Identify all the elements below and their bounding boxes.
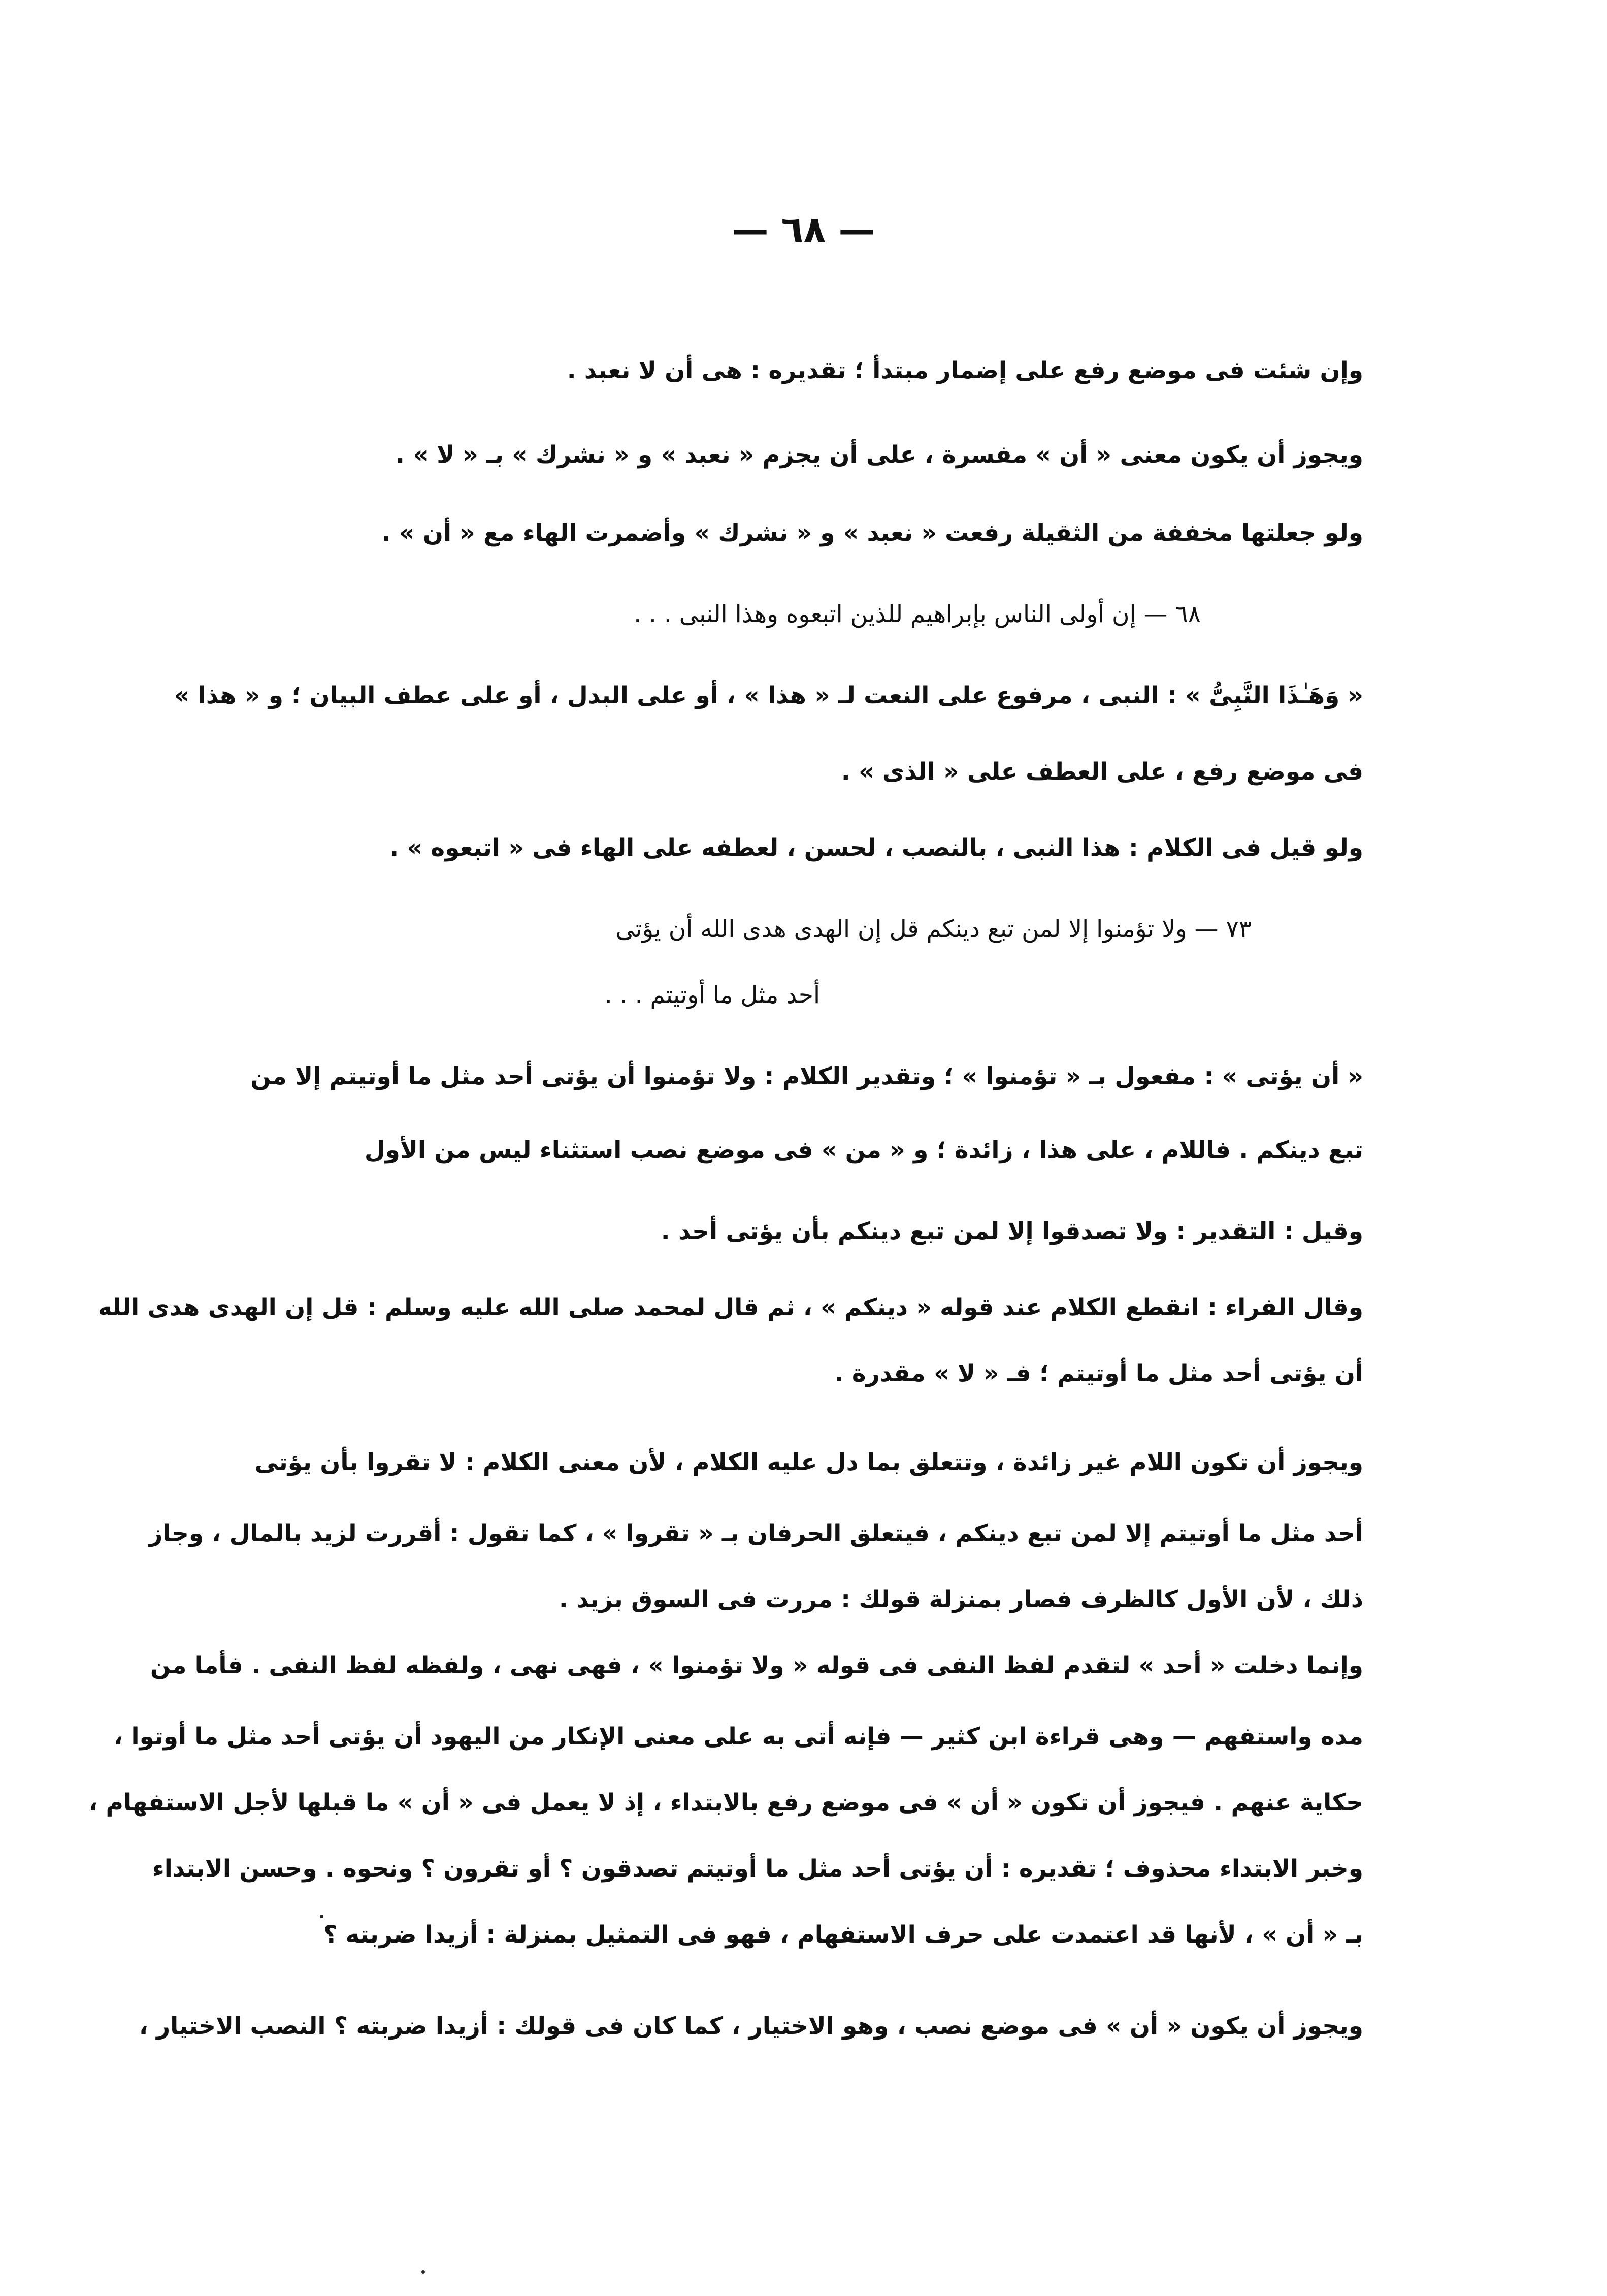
text-line: ذلك ، لأن الأول كالظرف فصار بمنزلة قولك : مررت فى السوق بزيد . [559, 1586, 1363, 1613]
text-line: وإن شئت فى موضع رفع على إضمار مبتدأ ؛ تقديره : هى أن لا نعبد . [567, 357, 1363, 384]
text-line: حكاية عنهم . فيجوز أن تكون « أن » فى موضع رفع بالابتداء ، إذ لا يعمل فى « أن » ما قبلها لأجل الاستفهام ، [88, 1789, 1363, 1817]
text-line: أحد مثل ما أوتيتم إلا لمن تبع دينكم ، فيتعلق الحرفان بـ « تقروا » ، كما تقول : أقررت لزيد بالمال ، وجاز [149, 1519, 1363, 1547]
scan-speck [320, 1915, 323, 1918]
text-line: أن يؤتى أحد مثل ما أوتيتم ؛ فـ « لا » مقدرة . [834, 1360, 1363, 1387]
text-line: « أن يؤتى » : مفعول بـ « تؤمنوا » ؛ وتقدير الكلام : ولا تؤمنوا أن يؤتى أحد مثل ما أوتيتم إلا من [250, 1062, 1363, 1090]
text-line: مده واستفهم — وهى قراءة ابن كثير — فإنه أتى به على معنى الإنكار من اليهود أن يؤتى أحد مثل ما أوتوا ، [114, 1723, 1363, 1751]
scan-speck [421, 2270, 425, 2274]
text-line: وخبر الابتداء محذوف ؛ تقديره : أن يؤتى أحد مثل ما أوتيتم تصدقون ؟ أو تقرون ؟ ونحوه . وحسن الابتداء [152, 1855, 1363, 1883]
text-line: ويجوز أن يكون معنى « أن » مفسرة ، على أن يجزم « نعبد » و « نشرك » بـ « لا » . [396, 441, 1363, 469]
verse-line: أحد مثل ما أوتيتم . . . [604, 981, 820, 1009]
text-line: وقال الفراء : انقطع الكلام عند قوله « دينكم » ، ثم قال لمحمد صلى الله عليه وسلم : قل إن الهدى هدى الله [97, 1293, 1363, 1321]
text-line: ولو جعلتها مخففة من الثقيلة رفعت « نعبد » و « نشرك » وأضمرت الهاء مع « أن » . [381, 519, 1363, 547]
text-line: ويجوز أن يكون « أن » فى موضع نصب ، وهو الاختيار ، كما كان فى قولك : أزيدا ضربته ؟ النصب الاختيار ، [139, 2012, 1363, 2040]
text-line: وإنما دخلت « أحد » لتقدم لفظ النفى فى قوله « ولا تؤمنوا » ، فهى نهى ، ولفظه لفظ النفى . فأما من [150, 1652, 1363, 1679]
text-line: فى موضع رفع ، على العطف على « الذى » . [841, 758, 1363, 786]
text-line: « وَهَـٰذَا النَّبِىُّ » : النبى ، مرفوع على النعت لـ « هذا » ، أو على البدل ، أو على عطف البيان ؛ و « هذا » [174, 682, 1363, 709]
text-line: ويجوز أن تكون اللام غير زائدة ، وتتعلق بما دل عليه الكلام ، لأن معنى الكلام : لا تقروا بأن يؤتى [254, 1448, 1363, 1476]
text-line: بـ « أن » ، لأنها قد اعتمدت على حرف الاستفهام ، فهو فى التمثيل بمنزلة : أزيدا ضربته ؟ [323, 1921, 1363, 1949]
page-number: — ٦٨ — [732, 208, 875, 251]
verse-line: ٦٨ — إن أولى الناس بإبراهيم للذين اتبعوه وهذا النبى . . . [634, 600, 1201, 628]
text-line: وقيل : التقدير : ولا تصدقوا إلا لمن تبع دينكم بأن يؤتى أحد . [661, 1217, 1363, 1245]
text-line: ولو قيل فى الكلام : هذا النبى ، بالنصب ، لحسن ، لعطفه على الهاء فى « اتبعوه » . [389, 834, 1363, 862]
verse-line: ٧٣ — ولا تؤمنوا إلا لمن تبع دينكم قل إن الهدى هدى الله أن يؤتى [615, 915, 1252, 943]
text-line: تبع دينكم . فاللام ، على هذا ، زائدة ؛ و « من » فى موضع نصب استثناء ليس من الأول [364, 1136, 1363, 1164]
